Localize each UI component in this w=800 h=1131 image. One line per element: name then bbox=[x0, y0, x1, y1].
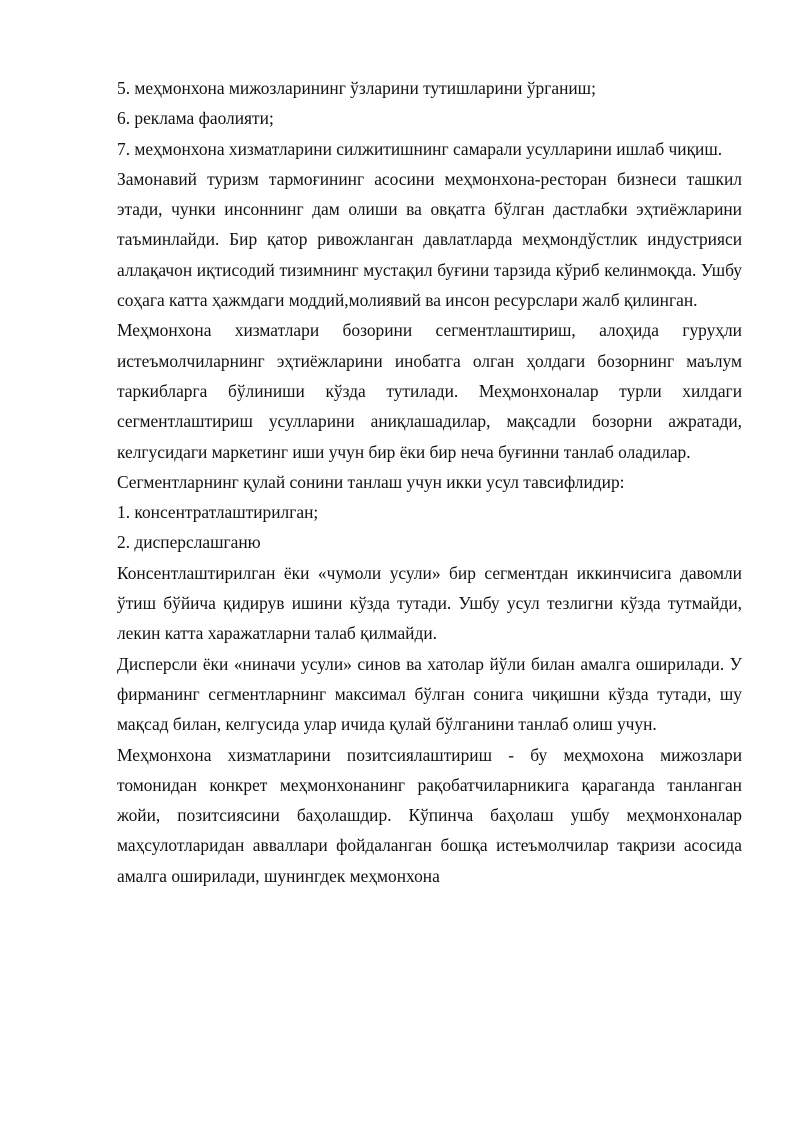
paragraph-dragonfly-method: Дисперсли ёки «ниначи усули» синов ва хатолар йўли билан амалга оширилади. У фирманинг сегментларнинг максимал бўлган сонига чиқишни кўзда тутади, шу мақсад билан, келгусида улар ичида қулай бўлганини танлаб олиш учун. bbox=[117, 653, 742, 735]
paragraph-two-methods: Сегментларнинг қулай сонини танлаш учун икки усул тавсифлидир: bbox=[117, 471, 625, 492]
list-item-7: 7. меҳмонхона хизматларини силжитишнинг самарали усулларини ишлаб чиқиш. bbox=[117, 138, 723, 159]
document-page bbox=[117, 73, 742, 891]
list-item-dispersed: 2. дисперслашганю bbox=[117, 532, 261, 553]
paragraph-modern-tourism: Замонавий туризм тармоғининг асосини меҳмонхона-ресторан бизнеси ташкил этади, чунки инсоннинг дам олиши ва овқатга бўлган дастлабки эҳтиёжларини таъминлайди. Бир қатор ривожланган давлатларда меҳмондўстлик индустрияси аллақачон иқтисодий тизимнинг мустақил буғини тарзида кўриб келинмоқда. Ушбу соҳага катта ҳажмдаги моддий,молиявий ва инсон ресурслари жалб қилинган. bbox=[117, 168, 742, 311]
list-item-5: 5. меҳмонхона мижозларининг ўзларини тутишларини ўрганиш; bbox=[117, 78, 596, 98]
paragraph-market-segmentation: Меҳмонхона хизматлари бозорини сегментлаштириш, алоҳида гуруҳли истеъмолчиларнинг эҳтиёжларини инобатга олган ҳолдаги бозорнинг маълум таркибларга бўлиниши кўзда тутилади. Меҳмонхоналар турли хилдаги сегментлаштириш усулларини аниқлашадилар, мақсадли бозорни ажратади, келгусидаги маркетинг иши учун бир ёки бир неча буғинни танлаб оладилар. bbox=[117, 320, 742, 462]
paragraph-positioning: Меҳмонхона хизматларини позитсиялаштириш - бу меҳмохона мижозлари томонидан конкрет меҳмонхонанинг рақобатчиларникига қараганда танланган жойи, позитсиясини баҳолашдир. Кўпинча баҳолаш ушбу меҳмонхоналар маҳсулотларидан авваллари фойдаланган бошқа истеъмолчилар тақризи асосида амалга оширилади, шунингдек меҳмонхона bbox=[117, 744, 742, 886]
list-item-6: 6. реклама фаолияти; bbox=[117, 108, 274, 129]
list-item-concentrated: 1. консентратлаштирилган; bbox=[117, 502, 319, 523]
paragraph-ant-method: Консентлаштирилган ёки «чумоли усули» бир сегментдан иккинчисига давомли ўтиш бўйича қидирув ишини кўзда тутади. Ушбу усул тезлигни кўзда тутмайди, лекин катта харажатларни талаб қилмайди. bbox=[117, 562, 742, 644]
